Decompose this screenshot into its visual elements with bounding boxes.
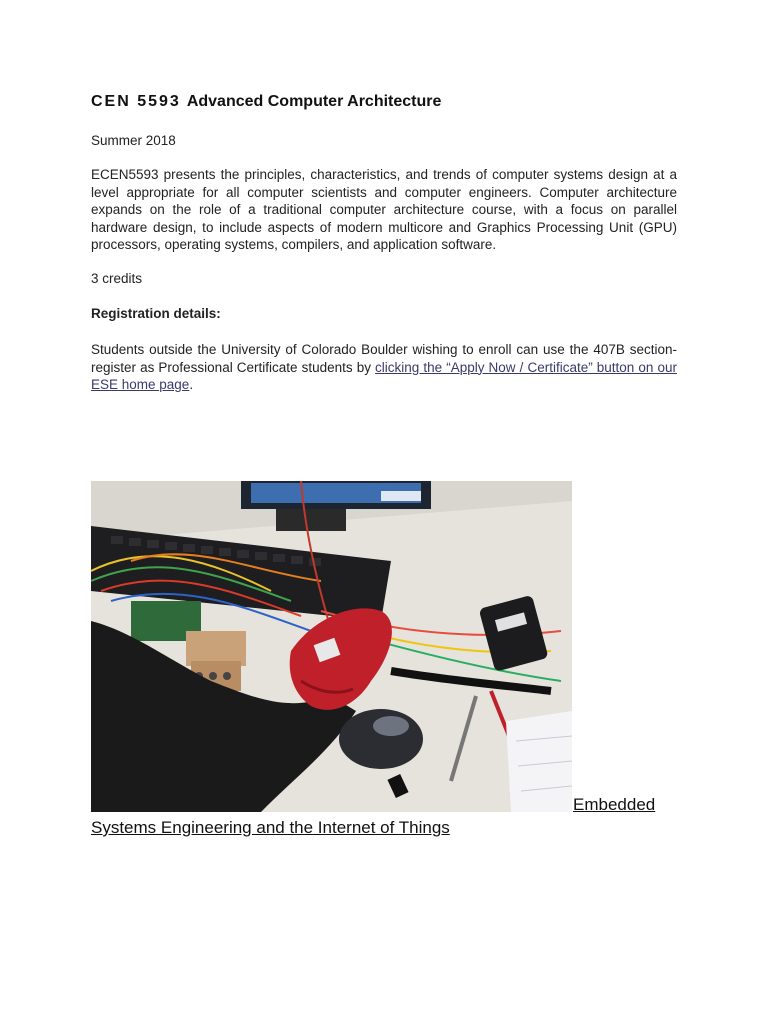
page-title [91,93,441,111]
caption-line-1: Embedded [573,795,656,814]
registration-heading: Registration details: [91,306,221,321]
image-caption [91,793,677,839]
apply-now-link[interactable]: clicking the “Apply Now / Certificate” button on our ESE home page [91,359,677,392]
course-name: Advanced Computer Architecture [186,93,442,110]
course-description: ECEN5593 presents the principles, characteristics, and trends of computer systems design at a level appropriate for all computer scientists and computer engineers. Computer architecture expands on the role of a traditional computer architecture course, with a focus on parallel hardware design, to include aspects of modern multicore and Graphics Processing Unit (GPU) processors, operating systems, compilers, and application software. [91,167,677,252]
caption-line-2: Systems Engineering and the Internet of Things [91,818,450,837]
registration-period: . [189,377,194,392]
lab-photo [91,481,572,812]
registration-text: Students outside the University of Colorado Boulder wishing to enroll can use the 407B section- register as Professional Certificate students by [91,342,677,375]
registration-paragraph [91,341,677,394]
course-code: CEN 5593 [91,93,181,110]
term-text: Summer 2018 [91,133,176,148]
credits-text: 3 credits [91,271,143,286]
